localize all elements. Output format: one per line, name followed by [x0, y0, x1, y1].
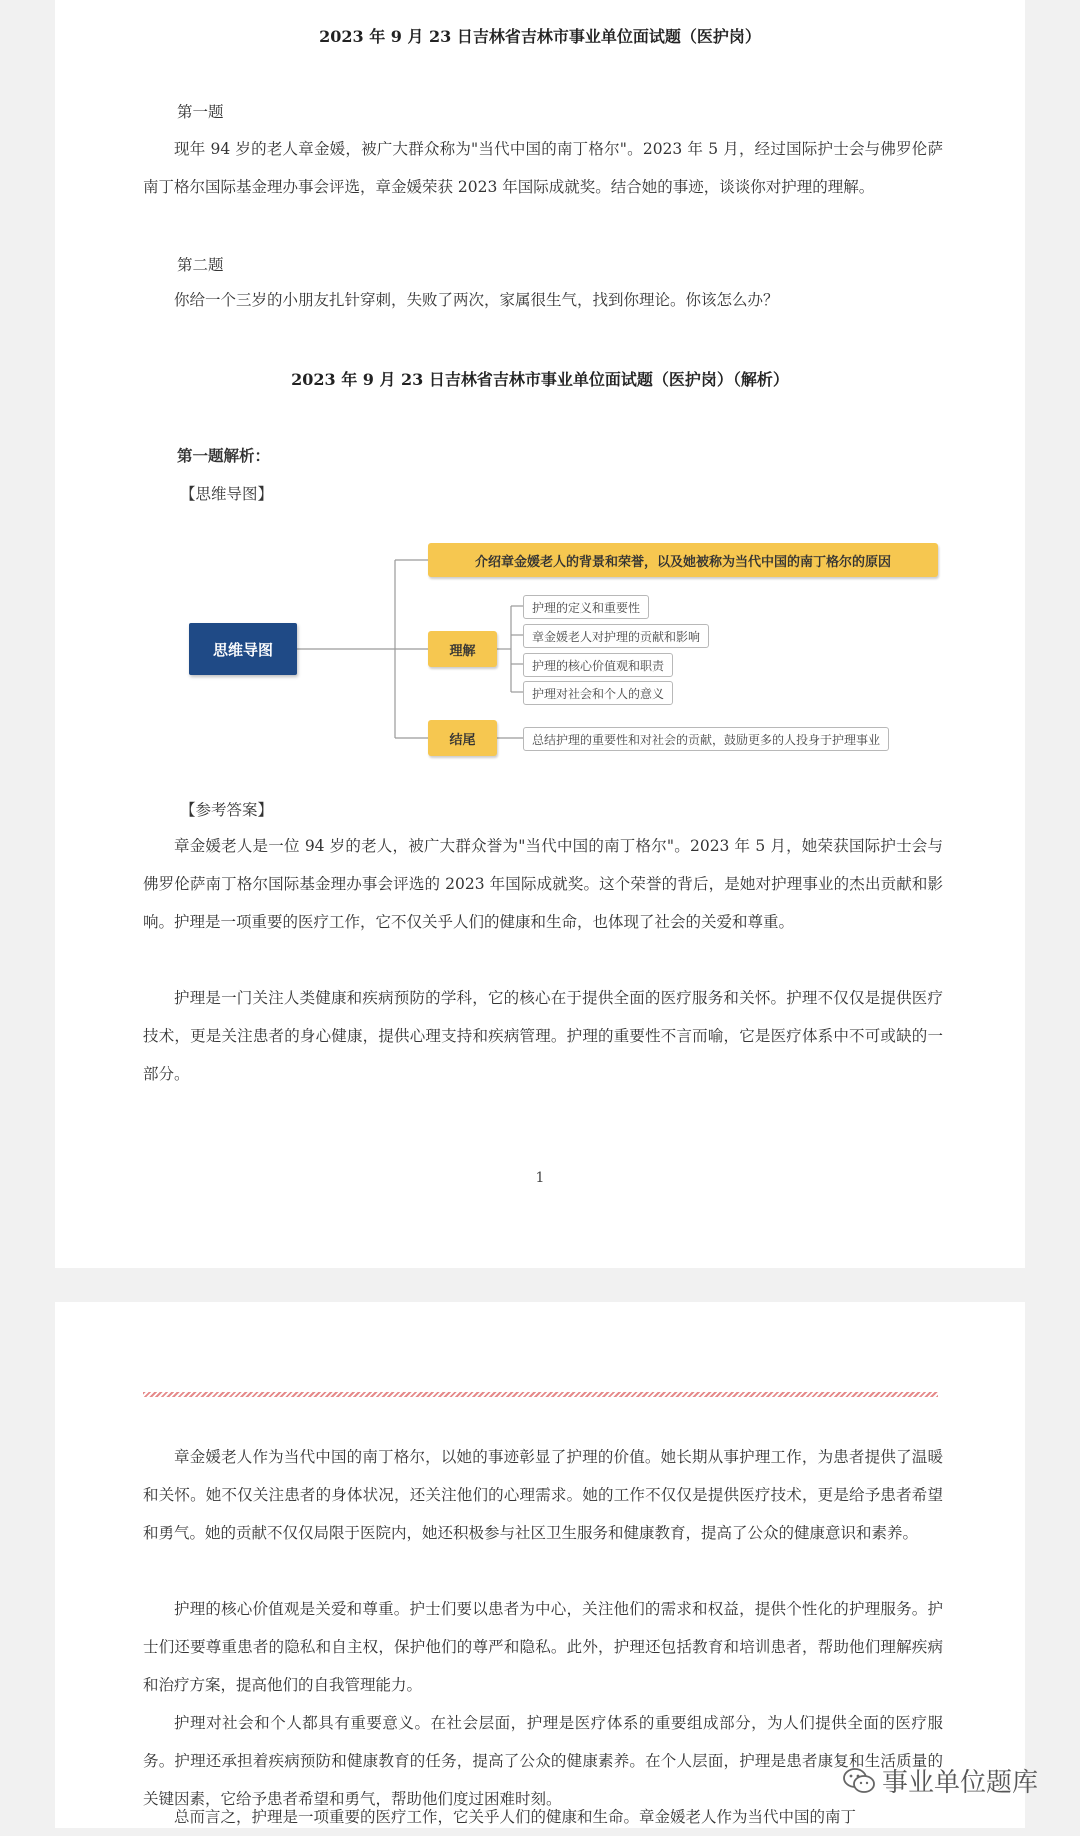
mind-map-leaf: 护理对社会和个人的意义: [523, 681, 673, 705]
document-page-1: [55, 0, 1025, 1268]
body-paragraph: 章金媛老人作为当代中国的南丁格尔，以她的事迹彰显了护理的价值。她长期从事护理工作，为患者提供了温暖和关怀。她不仅关注患者的身体状况，还关注他们的心理需求。她的工作不仅仅是提供医疗技术，更是给予患者希望和勇气。她的贡献不仅仅局限于医院内，她还积极参与社区卫生服务和健康教育，提高了公众的健康意识和素养。: [143, 1448, 943, 1542]
analysis-title: 2023 年 9 月 23 日吉林省吉林市事业单位面试题（医护岗）（解析）: [291, 370, 789, 389]
question-2-text: 你给一个三岁的小朋友扎针穿刺，失败了两次，家属很生气，找到你理论。你该怎么办？: [174, 291, 779, 309]
page-title: 2023 年 9 月 23 日吉林省吉林市事业单位面试题（医护岗）: [319, 27, 761, 46]
body-paragraph: 护理对社会和个人都具有重要意义。在社会层面，护理是医疗体系的重要组成部分，为人们提供全面的医疗服务。护理还承担着疾病预防和健康教育的任务，提高了公众的健康素养。在个人层面，护理是患者康复和生活质量的关键因素，它给予患者希望和勇气，帮助他们度过困难时刻。: [143, 1714, 943, 1808]
mind-map-leaf: 章金媛老人对护理的贡献和影响: [523, 624, 709, 648]
decorative-divider: [143, 1392, 938, 1397]
answer-paragraph: 章金媛老人是一位 94 岁的老人，被广大群众誉为"当代中国的南丁格尔"。2023 年 5 月，她荣获国际护士会与佛罗伦萨南丁格尔国际基金理办事会评选的 2023 年国际成就奖。这个荣誉的背后，是她对护理事业的杰出贡献和影响。护理是一项重要的医疗工作，它不仅关乎人们的健康和生命，也体现了社会的关爱和尊重。: [143, 837, 943, 931]
page-number: 1: [535, 1170, 545, 1186]
analysis-heading: 第一题解析：: [177, 446, 271, 465]
mind-map-branch-intro: 介绍章金媛老人的背景和荣誉，以及她被称为当代中国的南丁格尔的原因: [428, 543, 938, 577]
question-1-text: 现年 94 岁的老人章金媛，被广大群众称为"当代中国的南丁格尔"。2023 年 5 月，经过国际护士会与佛罗伦萨南丁格尔国际基金理办事会评选，章金媛荣获 2023 年国际成就奖。结合她的事迹，谈谈你对护理的理解。: [143, 140, 943, 196]
watermark-text: 事业单位题库: [881, 1768, 1038, 1798]
question-1-heading: 第一题: [177, 103, 224, 121]
mind-map-leaf: 护理的核心价值观和职责: [523, 653, 673, 677]
body-paragraph: 总而言之，护理是一项重要的医疗工作，它关乎人们的健康和生命。章金媛老人作为当代中国的南丁: [174, 1808, 857, 1826]
mind-map-branch-understand: 理解: [428, 631, 497, 667]
mind-map-leaf: 总结护理的重要性和对社会的贡献，鼓励更多的人投身于护理事业: [523, 727, 889, 751]
wechat-icon: [842, 1767, 876, 1795]
mind-map: [143, 520, 943, 770]
mind-map-leaf: 护理的定义和重要性: [523, 595, 649, 619]
answer-label: 【参考答案】: [180, 801, 274, 819]
question-2-heading: 第二题: [177, 256, 224, 274]
mind-map-branch-end: 结尾: [428, 720, 497, 756]
document-page-2: [55, 1302, 1025, 1828]
mindmap-label: 【思维导图】: [180, 485, 274, 503]
answer-paragraph: 护理是一门关注人类健康和疾病预防的学科，它的核心在于提供全面的医疗服务和关怀。护理不仅仅是提供医疗技术，更是关注患者的身心健康，提供心理支持和疾病管理。护理的重要性不言而喻，它是医疗体系中不可或缺的一部分。: [143, 989, 943, 1083]
mind-map-root: 思维导图: [189, 623, 297, 675]
body-paragraph: 护理的核心价值观是关爱和尊重。护士们要以患者为中心，关注他们的需求和权益，提供个性化的护理服务。护士们还要尊重患者的隐私和自主权，保护他们的尊严和隐私。此外，护理还包括教育和培训患者，帮助他们理解疾病和治疗方案，提高他们的自我管理能力。: [143, 1600, 943, 1694]
watermark: [842, 1762, 1038, 1799]
